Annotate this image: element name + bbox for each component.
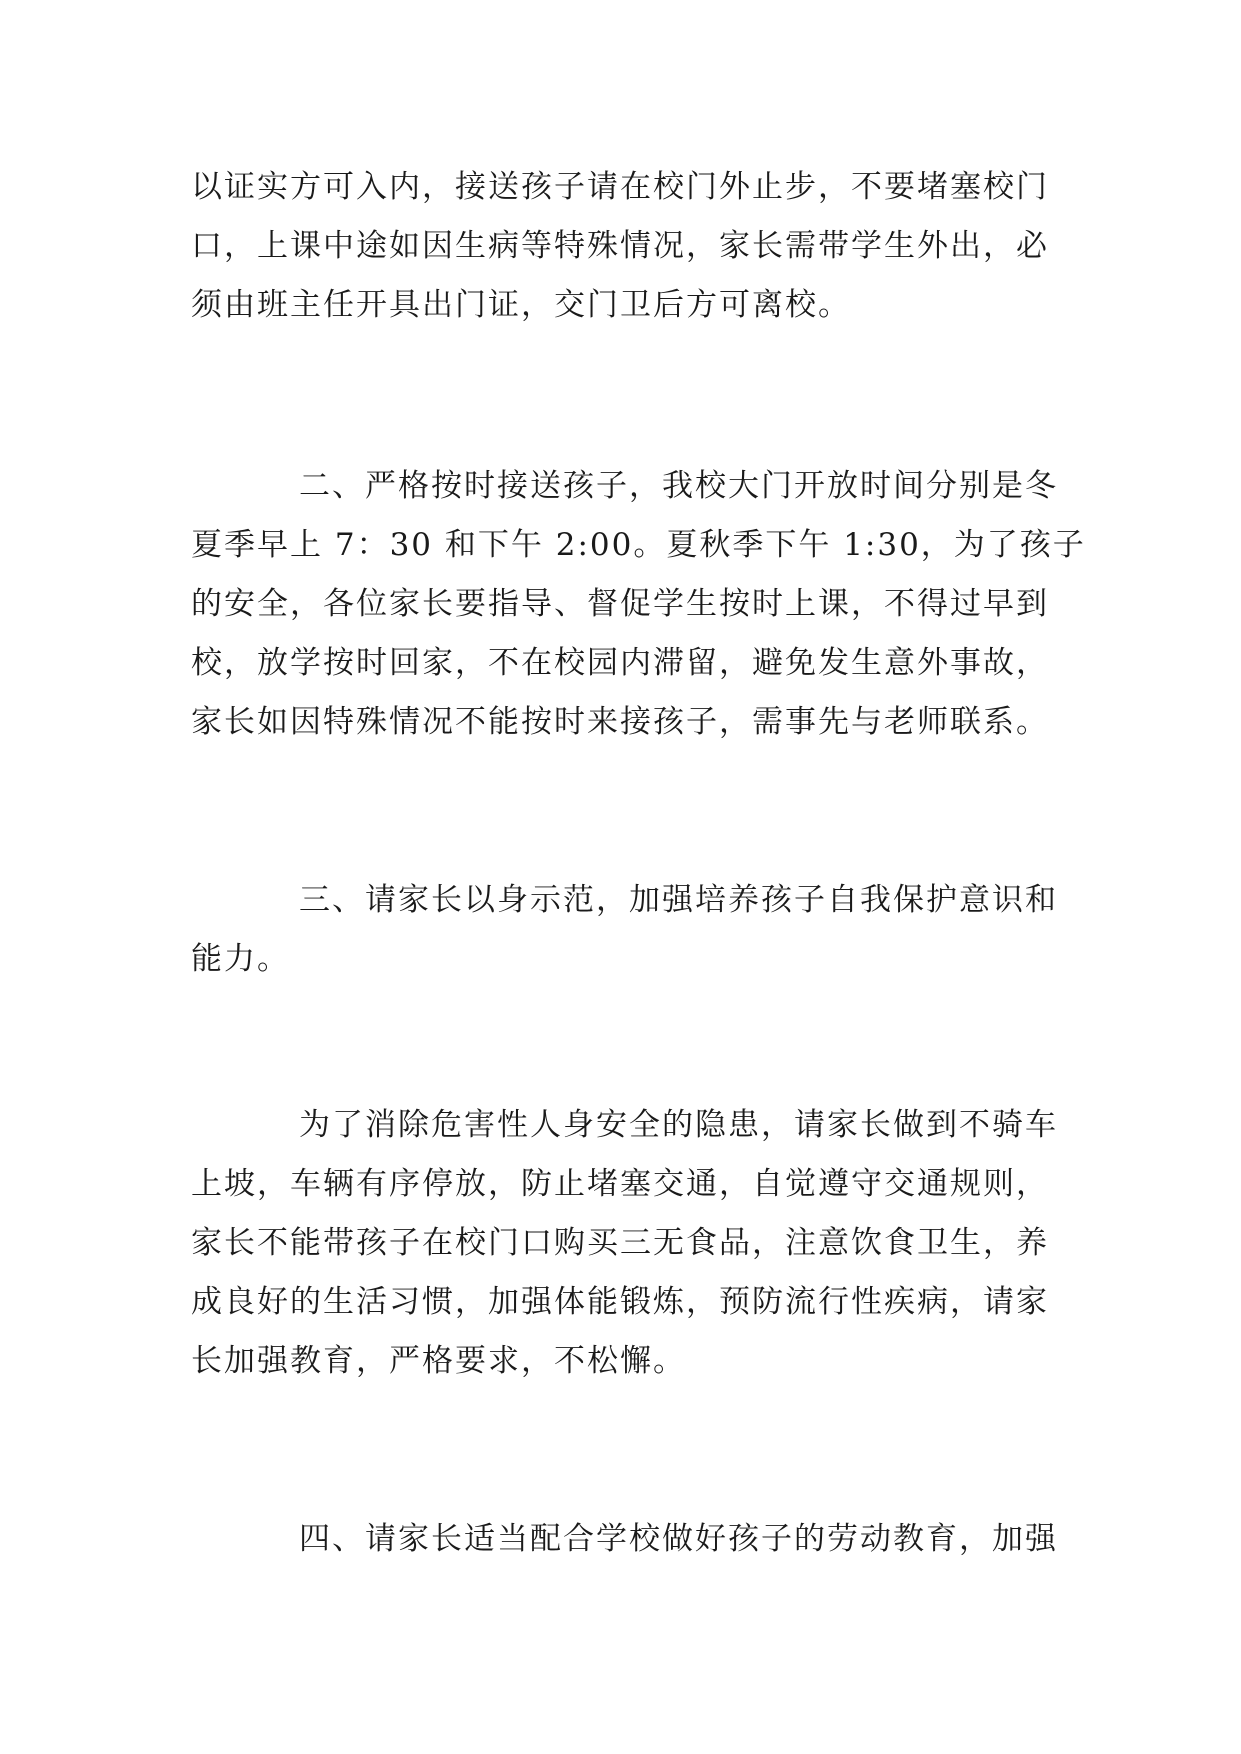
- paragraph-item-2: [191, 457, 1086, 752]
- text-line: 须由班主任开具出门证，交门卫后方可离校。: [191, 287, 851, 323]
- text-line: 以证实方可入内，接送孩子请在校门外止步，不要堵塞校门: [191, 169, 1049, 205]
- paragraph-item-4: [191, 1510, 1058, 1569]
- paragraph-continuation: [191, 158, 1051, 335]
- text-line: 口，上课中途如因生病等特殊情况，家长需带学生外出，必: [191, 228, 1049, 264]
- text-line: 家长不能带孩子在校门口购买三无食品，注意饮食卫生，养: [191, 1225, 1049, 1261]
- text-line: 上坡，车辆有序停放，防止堵塞交通，自觉遵守交通规则，: [191, 1166, 1049, 1202]
- text-line: 校，放学按时回家，不在校园内滞留，避免发生意外事故，: [191, 645, 1049, 681]
- text-line: 三、请家长以身示范，加强培养孩子自我保护意识和: [299, 882, 1058, 918]
- text-line: 夏季早上 7：30 和下午 2:00。夏秋季下午 1:30，为了孩子: [191, 527, 1086, 563]
- text-line: 长加强教育，严格要求，不松懈。: [191, 1343, 686, 1379]
- text-line: 的安全，各位家长要指导、督促学生按时上课，不得过早到: [191, 586, 1049, 622]
- paragraph-item-3: [191, 871, 1058, 989]
- text-line: 家长如因特殊情况不能按时来接孩子，需事先与老师联系。: [191, 704, 1049, 740]
- text-line: 四、请家长适当配合学校做好孩子的劳动教育，加强: [299, 1521, 1058, 1557]
- paragraph-safety: [191, 1096, 1058, 1391]
- text-line: 能力。: [191, 941, 290, 977]
- text-line: 成良好的生活习惯，加强体能锻炼，预防流行性疾病，请家: [191, 1284, 1049, 1320]
- text-line: 为了消除危害性人身安全的隐患，请家长做到不骑车: [299, 1107, 1058, 1143]
- text-line: 二、严格按时接送孩子，我校大门开放时间分别是冬: [299, 468, 1058, 504]
